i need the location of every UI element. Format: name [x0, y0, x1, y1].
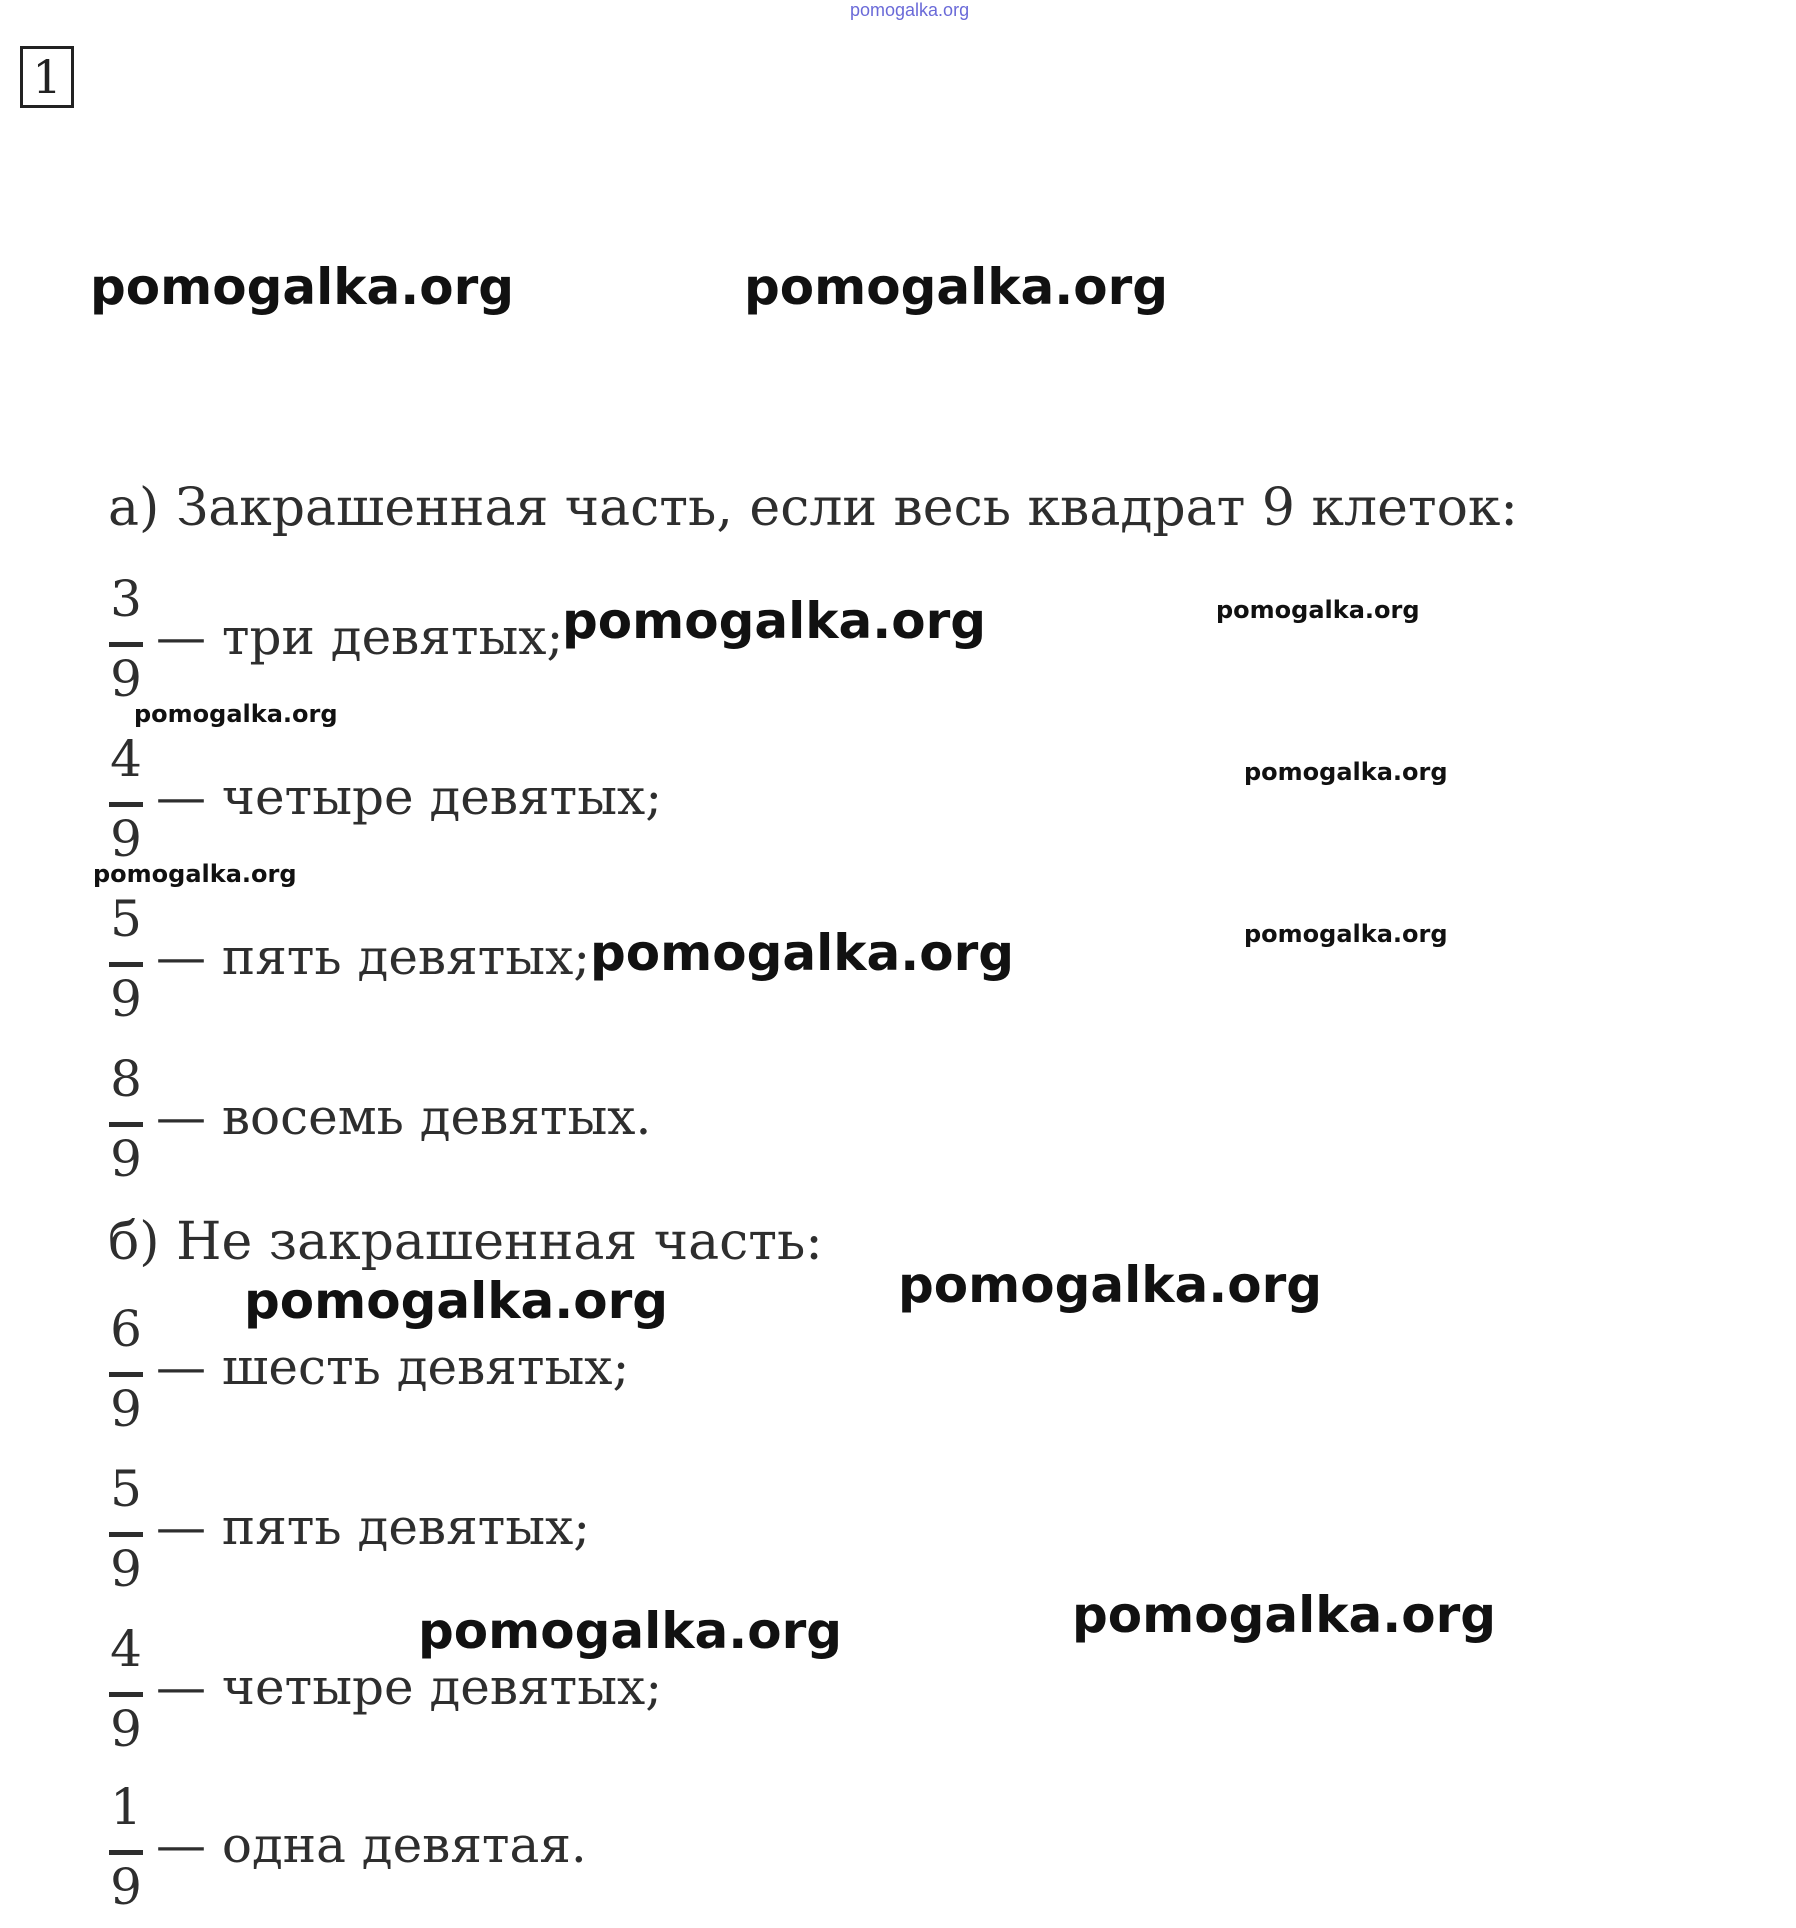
fraction-bar [109, 802, 143, 807]
fraction-bar [109, 1532, 143, 1537]
fraction-phrase: — пять девятых; [156, 928, 591, 986]
fraction-bar [109, 1372, 143, 1377]
watermark: pomogalka.org [1244, 920, 1448, 948]
fraction-denominator: 9 [110, 1540, 142, 1598]
watermark: pomogalka.org [134, 700, 338, 728]
fraction-denominator: 9 [110, 1380, 142, 1438]
task-number-box: 1 [20, 46, 74, 108]
watermark: pomogalka.org [418, 1602, 843, 1660]
fraction-phrase: — одна девятая. [156, 1816, 587, 1874]
watermark: pomogalka.org [90, 258, 515, 316]
fraction-denominator: 9 [110, 970, 142, 1028]
section-a-heading: а) Закрашенная часть, если весь квадрат 9 клеток: [108, 478, 1518, 538]
watermark: pomogalka.org [1244, 758, 1448, 786]
watermark: pomogalka.org [244, 1272, 669, 1330]
fraction-numerator: 4 [110, 730, 142, 788]
fraction-numerator: 1 [110, 1778, 142, 1836]
fraction-phrase: — восемь девятых. [156, 1088, 652, 1146]
fraction-numerator: 6 [110, 1300, 142, 1358]
fraction-bar [109, 1692, 143, 1697]
fraction-bar [109, 1850, 143, 1855]
fraction-numerator: 5 [110, 890, 142, 948]
fraction-numerator: 8 [110, 1050, 142, 1108]
fraction-phrase: — четыре девятых; [156, 1658, 663, 1716]
fraction-bar [109, 1122, 143, 1127]
fraction-phrase: — пять девятых; [156, 1498, 591, 1556]
top-watermark: pomogalka.org [850, 0, 970, 20]
fraction-denominator: 9 [110, 650, 142, 708]
fraction-numerator: 3 [110, 570, 142, 628]
watermark: pomogalka.org [1216, 596, 1420, 624]
watermark: pomogalka.org [898, 1256, 1323, 1314]
fraction-denominator: 9 [110, 1858, 142, 1916]
fraction-denominator: 9 [110, 1130, 142, 1188]
fraction-phrase: — три девятых; [156, 608, 564, 666]
watermark: pomogalka.org [744, 258, 1169, 316]
watermark: pomogalka.org [93, 860, 297, 888]
watermark: pomogalka.org [562, 592, 987, 650]
fraction-bar [109, 642, 143, 647]
fraction-numerator: 5 [110, 1460, 142, 1518]
fraction-bar [109, 962, 143, 967]
fraction-phrase: — четыре девятых; [156, 768, 663, 826]
fraction-phrase: — шесть девятых; [156, 1338, 630, 1396]
fraction-numerator: 4 [110, 1620, 142, 1678]
watermark: pomogalka.org [590, 924, 1015, 982]
fraction-denominator: 9 [110, 1700, 142, 1758]
fraction-denominator: 9 [110, 810, 142, 868]
section-b-heading: б) Не закрашенная часть: [108, 1212, 823, 1272]
watermark: pomogalka.org [1072, 1586, 1497, 1644]
